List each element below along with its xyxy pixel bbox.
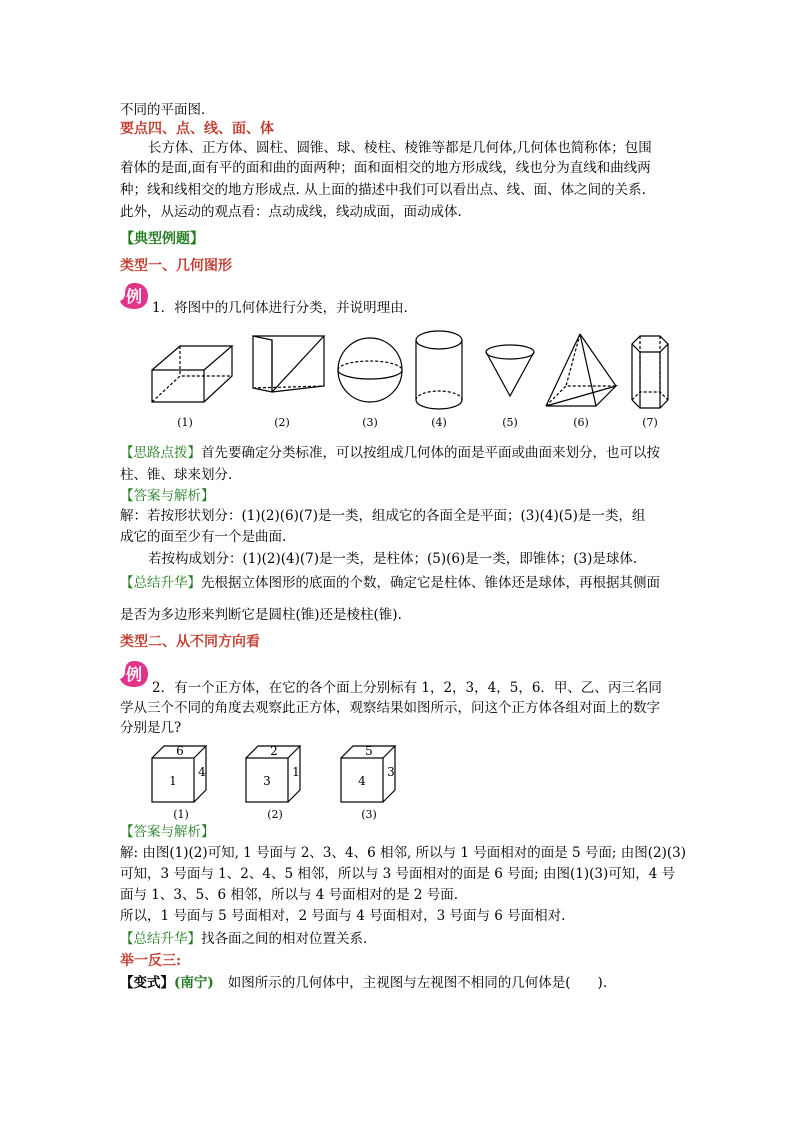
cube-3-side: 3 — [387, 765, 395, 779]
solid-label-1: (1) — [177, 416, 193, 429]
summary-1-text: 先根据立体图形的底面的个数，确定它是柱体、锥体还是球体，再根据其侧面 — [201, 575, 660, 591]
solid-hexagonal-prism — [632, 336, 668, 408]
badge-text-2: 例 — [125, 665, 143, 684]
solid-cone — [486, 345, 534, 396]
cube-2-front: 3 — [263, 774, 271, 788]
question-1: 1．将图中的几何体进行分类，并说明理由． — [152, 300, 418, 316]
solid-label-3: (3) — [362, 416, 378, 429]
example-badge-1 — [119, 281, 149, 311]
cube-label-2: (2) — [267, 808, 283, 821]
hint-tag: 【思路点拨】 — [120, 445, 201, 461]
type-2-title: 类型二、从不同方向看 — [120, 634, 260, 650]
solid-label-5: (5) — [502, 416, 518, 429]
answer-1-line-1: 解：若按形状划分：(1)(2)(6)(7)是一类，组成它的各面全是平面；(3)(4)(5)是一类，组 — [120, 508, 646, 524]
cube-3-top: 5 — [365, 744, 373, 758]
figure-solids — [148, 326, 678, 432]
solid-triangular-prism — [253, 336, 324, 392]
solid-label-7: (7) — [642, 416, 658, 429]
typical-examples-heading: 【典型例题】 — [120, 231, 204, 247]
solid-cuboid — [152, 346, 232, 402]
variant-tag: 【变式】 — [120, 975, 174, 991]
practice-title: 举一反三: — [120, 953, 182, 969]
cube-1-side: 4 — [198, 765, 206, 779]
cube-1-top: 6 — [176, 744, 184, 758]
hint-line-2: 柱、锥、球来划分. — [120, 467, 233, 483]
section-4-line-3: 种；线和线相交的地方形成点. 从上面的描述中我们可以看出点、线、面、体之间的关系. — [120, 182, 646, 198]
solid-label-2: (2) — [274, 416, 290, 429]
answer-tag-2: 【答案与解析】 — [120, 824, 215, 840]
variant-question — [120, 973, 607, 993]
example-badge-2 — [119, 659, 149, 689]
solid-label-6: (6) — [573, 416, 589, 429]
hint-text-1: 首先要确定分类标准，可以按组成几何体的面是平面或曲面来划分，也可以按 — [201, 445, 660, 461]
answer-2-line-2: 可知，3 号面与 1、2、4、5 相邻，所以与 3 号面相对的面是 6 号面; 由图(1)(3)可知，4 号 — [120, 866, 676, 882]
cube-1-front: 1 — [169, 774, 177, 788]
answer-tag-1: 【答案与解析】 — [120, 488, 215, 504]
hint-line-1 — [120, 443, 660, 463]
solid-pyramid — [546, 334, 616, 406]
variant-place: (南宁) — [174, 975, 214, 991]
solid-cylinder — [416, 331, 462, 409]
type-1-title: 类型一、几何图形 — [120, 258, 232, 274]
answer-1-line-3: 若按构成划分：(1)(2)(4)(7)是一类，是柱体；(5)(6)是一类，即锥体；(3)是球体. — [148, 551, 638, 567]
summary-1-line-1 — [120, 573, 660, 593]
answer-2-line-1: 解: 由图(1)(2)可知, 1 号面与 2、3、4、6 相邻, 所以与 1 号面相对的面是 5 号面; 由图(2)(3) — [120, 845, 686, 861]
section-4-line-1: 长方体、正方体、圆柱、圆锥、球、棱柱、棱锥等都是几何体,几何体也简称体；包围 — [148, 140, 652, 156]
answer-2-line-4: 所以，1 号面与 5 号面相对，2 号面与 4 号面相对，3 号面与 6 号面相对. — [120, 908, 566, 924]
badge-text: 例 — [125, 287, 143, 306]
cube-label-1: (1) — [173, 808, 189, 821]
cube-3-front: 4 — [358, 774, 366, 788]
cube-2-side: 1 — [292, 765, 300, 779]
section-4-line-4: 此外，从运动的观点看：点动成线，线动成面，面动成体. — [120, 204, 462, 220]
question-2-line-2: 学从三个不同的角度去观察此正方体，观察结果如图所示，问这个正方体各组对面上的数字 — [120, 700, 660, 716]
figure-cubes — [145, 740, 405, 824]
answer-1-line-2: 成它的面至少有一个是曲面. — [120, 529, 287, 545]
answer-2-line-3: 面与 1、3、5、6 相邻，所以与 4 号面相对的是 2 号面. — [120, 887, 459, 903]
question-2-line-3: 分别是几? — [120, 720, 182, 736]
summary-tag-1: 【总结升华】 — [120, 575, 201, 591]
section-4-title: 要点四、点、线、面、体 — [120, 121, 274, 137]
cube-2-top: 2 — [270, 744, 278, 758]
intro-line: 不同的平面图． — [120, 102, 215, 118]
cube-label-3: (3) — [361, 808, 377, 821]
variant-text: 如图所示的几何体中，主视图与左视图不相同的几何体是( ). — [227, 975, 608, 991]
summary-1-line-2: 是否为多边形来判断它是圆柱(锥)还是棱柱(锥). — [120, 607, 402, 623]
section-4-line-2: 着体的是面,面有平的面和曲的面两种；面和面相交的地方形成线，线也分为直线和曲线两 — [120, 160, 651, 176]
solid-label-4: (4) — [431, 416, 447, 429]
summary-2-text: 找各面之间的相对位置关系. — [201, 931, 368, 947]
solid-sphere — [338, 338, 402, 402]
summary-tag-2: 【总结升华】 — [120, 931, 201, 947]
question-2-line-1: 2．有一个正方体，在它的各个面上分别标有 1，2，3，4，5，6．甲、乙、丙三名同 — [152, 680, 662, 696]
summary-2 — [120, 929, 367, 949]
